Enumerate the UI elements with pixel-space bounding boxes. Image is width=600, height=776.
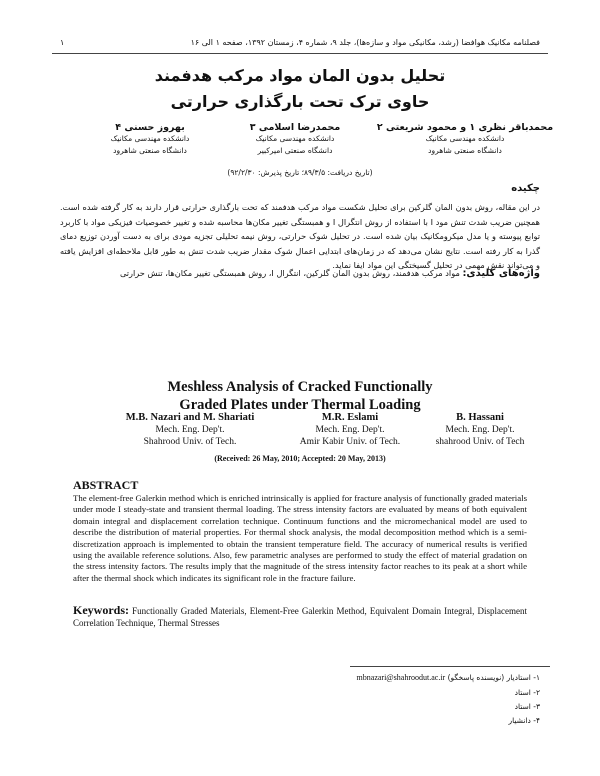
footnote-2: ۲- استاد (514, 688, 540, 697)
en-keywords (73, 604, 527, 630)
en-abstract-heading: ABSTRACT (73, 478, 139, 492)
footnote-1 (320, 673, 540, 682)
fa-keywords (60, 268, 540, 279)
en-author-3-aff2: shahrood Univ. of Tech (435, 437, 525, 447)
fa-author-3-name: بهروز حسنی ۴ (115, 122, 185, 133)
fa-author-2-aff2: دانشگاه صنعتی امیرکبیر (257, 146, 333, 155)
en-author-2 (280, 411, 420, 448)
fa-author-1 (370, 122, 560, 157)
header-rule (52, 53, 548, 54)
footnote-4: ۴- دانشیار (508, 716, 540, 725)
fa-keywords-text: مواد مرکب هدفمند، روش بدون المان گلرکین، انتگرال I، روش همبستگی تغییر مکان‌ها، تنش حرارتی (119, 268, 460, 278)
footnote-1-email: mbnazari@shahroodut.ac.ir (356, 673, 446, 682)
page-number: ۱ (60, 38, 65, 47)
en-author-2-name: M.R. Eslami (321, 412, 379, 423)
fa-title-line2: حاوی ترک تحت بارگذاری حرارتی (170, 92, 430, 111)
fa-author-3 (75, 122, 225, 157)
fa-author-2-aff1: دانشکده مهندسی مکانیک (255, 134, 335, 143)
fa-abstract-heading: چکیده (511, 183, 540, 194)
en-author-2-aff2: Amir Kabir Univ. of Tech. (299, 437, 401, 447)
en-abstract-text: The element-free Galerkin method which is enriched intrinsically is applied for fracture analysis of functionally graded materials under mode I steady-state and transient thermal loading. The stress intensity factors are evaluated by means of both equivalent domain integral and displacement correlation technique. Continuum functions and the micromechanical model are used to describe the distribution of material properties. For thermal shock analysis, the modal decomposition method which is a semi-discretization approach is implemented to obtain the transient temperature field. The accuracy of numerical results is verified using the available reference solutions. Also, few parametric analyses are performed to study the effect of material gradation on the stress intensity factors. The results imply that the magnitude of the stress intensity factor reaches to its peak at a short while after the thermal shock which indicates its significant role in the fracture failure. (73, 493, 527, 583)
en-author-3 (410, 411, 550, 448)
en-author-1-name: M.B. Nazari and M. Shariati (125, 412, 255, 423)
en-keywords-label: Keywords: (73, 603, 129, 617)
en-keywords-text: Functionally Graded Materials, Element-Free Galerkin Method, Equivalent Domain Integral, Displacement Correlation Technique, Thermal Stresses (73, 606, 527, 629)
en-title-line1: Meshless Analysis of Cracked Functionally (167, 379, 433, 395)
en-author-2-aff1: Mech. Eng. Dep't. (315, 425, 385, 435)
en-title-line2: Graded Plates under Thermal Loading (179, 397, 421, 413)
footnote-3: ۳- استاد (514, 702, 540, 711)
en-author-1-aff1: Mech. Eng. Dep't. (155, 425, 225, 435)
en-author-1 (100, 411, 280, 448)
fa-author-3-aff1: دانشکده مهندسی مکانیک (110, 134, 190, 143)
fa-author-1-aff2: دانشگاه صنعتی شاهرود (428, 146, 502, 155)
en-author-3-aff1: Mech. Eng. Dep't. (445, 425, 515, 435)
fa-keywords-label: واژه‌های کلیدی: (462, 268, 540, 279)
en-author-3-name: B. Hassani (456, 412, 504, 423)
fa-abstract-text: در این مقاله، روش بدون المان گلرکین برای تحلیل شکست مواد مرکب هدفمند که تحت بارگذاری حرارتی قرار دارند به کار گرفته شده است. همچنین ضریب شدت تنش مود I با استفاده از روش انتگرال I و همبستگی تغییر مکان‌ها محاسبه شده و تغییر خصوصیات فیزیکی مواد با کاربرد توابع پیوسته و یا مدل میکرومکانیک بیان شده است. در تحلیل شوک حرارتی، روش نیمه تحلیلی تجزیه مودی برای به دست آوردن توزیع دمای گذرا به کار رفته است. نتایج نشان می‌دهد که در زمان‌های ابتدایی اعمال شوک مقدار ضریب شدت تنش به طور قابل ملاحظه‌ای افزایش یافته و می‌تواند نقش مهمی در تحلیل گسیختگی این مواد ایفا نماید. (60, 202, 540, 270)
fa-author-1-name: محمدباقر نظری ۱ و محمود شریعتی ۲ (376, 122, 554, 133)
fa-dates: (تاریخ دریافت: ۸۹/۳/۵؛ تاریخ پذیرش: ۹۲/۲/۳۰) (227, 168, 373, 177)
en-dates: (Received: 26 May, 2010; Accepted: 20 May, 2013) (214, 454, 386, 463)
fa-author-3-aff2: دانشگاه صنعتی شاهرود (113, 146, 187, 155)
fa-author-2 (225, 122, 365, 157)
footnote-rule (350, 666, 550, 667)
journal-info: فصلنامه مکانیک هوافضا (رشد، مکانیکی مواد و سازه‌ها)، جلد ۹، شماره ۴، زمستان ۱۳۹۲، صفحه ۱ الی ۱۶ (190, 38, 540, 47)
en-author-1-aff2: Shahrood Univ. of Tech. (143, 437, 237, 447)
fa-author-2-name: محمدرضا اسلامی ۳ (249, 122, 341, 133)
footnote-1-label: ۱- استادیار (نویسنده پاسخگو) (447, 673, 540, 682)
fa-title-line1: تحلیل بدون المان مواد مرکب هدفمند (154, 66, 446, 85)
fa-author-1-aff1: دانشکده مهندسی مکانیک (425, 134, 505, 143)
